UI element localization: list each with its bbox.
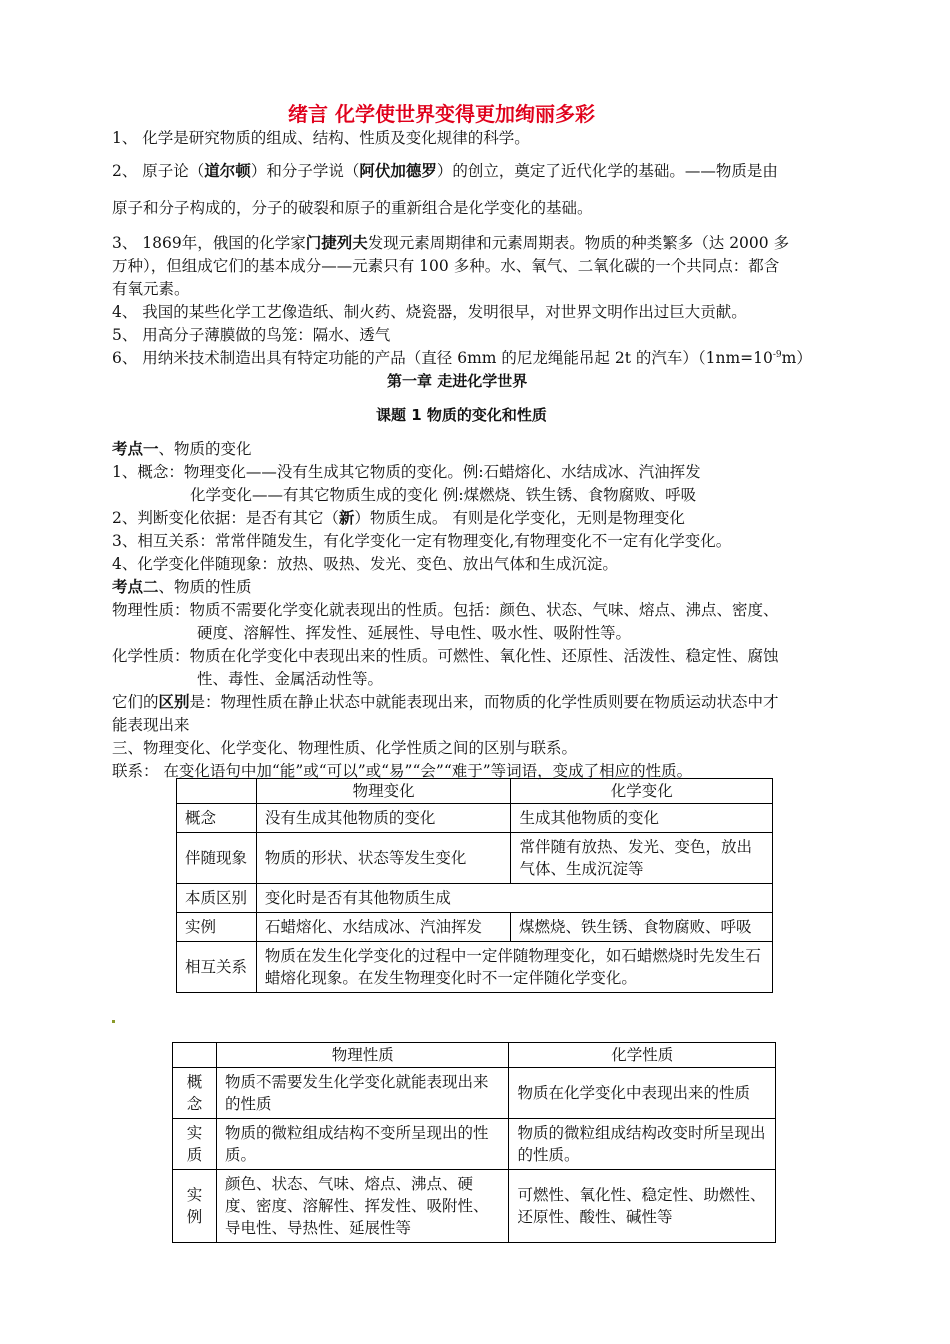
- property-comparison-table: [172, 1042, 776, 1243]
- table-cell: 没有生成其他物质的变化: [256, 804, 511, 833]
- difference-line-1: [112, 691, 779, 713]
- text-span: 2、 原子论（: [112, 162, 205, 180]
- table-cell: 物质的微粒组成结构改变时所呈现出的性质。: [509, 1119, 776, 1170]
- table-header: 物理变化: [256, 779, 511, 804]
- table-row: [173, 1170, 776, 1243]
- text-span: 、物质的变化: [158, 440, 252, 458]
- intro-item-2-cont: 原子和分子构成的，分子的破裂和原子的重新组合是化学变化的基础。: [112, 199, 593, 217]
- text-span: 发现元素周期律和元素周期表。物质的种类繁多（达 2000 多: [367, 234, 790, 252]
- kd1-label: 考点一: [112, 440, 159, 458]
- text-span: ）和分子学说（: [250, 162, 360, 180]
- change-comparison-table: [176, 778, 773, 993]
- intro-item-5: 5、 用高分子薄膜做的鸟笼：隔水、透气: [112, 326, 391, 344]
- emphasis-new: 新: [338, 509, 355, 527]
- kd2-heading: [112, 576, 252, 598]
- table-header: 化学变化: [511, 779, 773, 804]
- phys-prop-line-2: 硬度、溶解性、挥发性、延展性、导电性、吸水性、吸附性等。: [197, 624, 632, 642]
- table-header-row: [177, 779, 773, 804]
- row-label: 相互关系: [177, 942, 257, 993]
- text-span: 6、 用纳米技术制造出具有特定功能的产品（直径 6mm 的尼龙绳能吊起 2t 的汽车）（1nm=10: [112, 349, 773, 367]
- emphasis-daerdun: 道尔顿: [204, 162, 251, 180]
- kd1-line-4: 3、相互关系：常常伴随发生，有化学变化一定有物理变化,有物理变化不一定有化学变化。: [112, 532, 732, 550]
- kd2-label: 考点二: [112, 578, 159, 596]
- text-span: 它们的: [112, 693, 159, 711]
- table-cell: 物质在发生化学变化的过程中一定伴随物理变化，如石蜡燃烧时先发生石蜡熔化现象。在发生物理变化时不一定伴随化学变化。: [256, 942, 772, 993]
- emphasis-difference: 区别: [158, 693, 190, 711]
- table-cell: 物质不需要发生化学变化就能表现出来的性质: [216, 1068, 508, 1119]
- phys-prop-line-1: 物理性质：物质不需要化学变化就表现出的性质。包括：颜色、状态、气味、熔点、沸点、密度、: [112, 601, 779, 619]
- table-row: [177, 913, 773, 942]
- section-three: 三、物理变化、化学变化、物理性质、化学性质之间的区别与联系。: [112, 739, 578, 757]
- row-label: 实例: [177, 913, 257, 941]
- text-span: 是：物理性质在静止状态中就能表现出来，而物质的化学性质则要在物质运动状态中才: [189, 693, 779, 711]
- table-cell: 煤燃烧、铁生锈、食物腐败、呼吸: [519, 918, 752, 936]
- row-label: 概念: [173, 1068, 217, 1119]
- table-row: [173, 1068, 776, 1119]
- table-row: [177, 884, 773, 913]
- row-label: 实例: [173, 1170, 217, 1243]
- chem-prop-line-1: 化学性质：物质在化学变化中表现出来的性质。可燃性、氧化性、还原性、活泼性、稳定性、腐蚀: [112, 647, 779, 665]
- text-span: ）物质生成。 有则是化学变化，无则是物理变化: [354, 509, 685, 527]
- text-span: 3、 1869年，俄国的化学家: [112, 234, 306, 252]
- table-cell: 物质的形状、状态等发生变化: [256, 833, 511, 884]
- table-row: [173, 1119, 776, 1170]
- intro-item-3-cont: 万种），但组成它们的基本成分——元素只有 100 多种。水、氧气、二氧化碳的一个共同点：都含: [112, 257, 780, 275]
- chem-prop-line-2: 性、毒性、金属活动性等。: [197, 670, 384, 688]
- table-cell: 变化时是否有其他物质生成: [256, 884, 772, 913]
- kd1-heading: [112, 438, 252, 460]
- table-cell: 常伴随有放热、发光、变色，放出气体、生成沉淀等: [511, 833, 773, 884]
- intro-item-3: [112, 232, 789, 254]
- intro-item-2: [112, 160, 778, 182]
- row-label: 伴随现象: [177, 833, 257, 884]
- intro-item-3-cont2: 有氧元素。: [112, 280, 190, 298]
- row-label: 概念: [177, 804, 257, 833]
- table-row: [177, 804, 773, 833]
- stray-mark: [112, 1020, 115, 1023]
- text-span: 2、判断变化依据：是否有其它（: [112, 509, 339, 527]
- text-span: 、物质的性质: [158, 578, 252, 596]
- table-cell: 物质在化学变化中表现出来的性质: [509, 1068, 776, 1119]
- intro-item-6: [112, 347, 812, 369]
- intro-item-4: 4、 我国的某些化学工艺像造纸、制火药、烧瓷器，发明很早，对世界文明作出过巨大贡献。: [112, 303, 747, 321]
- table-cell: [173, 1043, 217, 1068]
- chapter-title: 第一章 走进化学世界: [387, 372, 528, 390]
- text-span: ）的创立，奠定了近代化学的基础。——物质是由: [436, 162, 778, 180]
- kd1-line-5: 4、化学变化伴随现象：放热、吸热、发光、变色、放出气体和生成沉淀。: [112, 555, 618, 573]
- difference-line-2: 能表现出来: [112, 716, 190, 734]
- kd1-line-2: 化学变化——有其它物质生成的变化 例:煤燃烧、铁生锈、食物腐败、呼吸: [190, 486, 697, 504]
- table-row: [177, 833, 773, 884]
- table-cell: 生成其他物质的变化: [511, 804, 773, 833]
- intro-item-1: 1、 化学是研究物质的组成、结构、性质及变化规律的科学。: [112, 129, 530, 147]
- row-label: 本质区别: [177, 884, 257, 913]
- table-split-cell: [177, 913, 773, 942]
- table-header: 物理性质: [216, 1043, 508, 1068]
- emphasis-afujiadeluo: 阿伏加德罗: [359, 162, 437, 180]
- table-cell: [177, 779, 257, 804]
- row-label: 实质: [173, 1119, 217, 1170]
- table-row: [177, 942, 773, 993]
- emphasis-menjieliefu: 门捷列夫: [305, 234, 368, 252]
- link-line: 联系： 在变化语句中加“能”或“可以”或“易”“会”“难于”等词语，变成了相应的性质。: [112, 762, 693, 780]
- lesson-title: 课题 1 物质的变化和性质: [376, 406, 547, 424]
- table-cell: 物质的微粒组成结构不变所呈现出的性质。: [216, 1119, 508, 1170]
- page-title: 绪言 化学使世界变得更加绚丽多彩: [288, 102, 595, 126]
- table-cell: 石蜡熔化、水结成冰、汽油挥发: [257, 913, 511, 941]
- text-span: m）: [781, 349, 812, 367]
- kd1-line-3: [112, 507, 685, 529]
- table-header-row: [173, 1043, 776, 1068]
- table-cell: 可燃性、氧化性、稳定性、助燃性、还原性、酸性、碱性等: [509, 1170, 776, 1243]
- table-header: 化学性质: [509, 1043, 776, 1068]
- kd1-line-1: 1、概念：物理变化——没有生成其它物质的变化。例:石蜡熔化、水结成冰、汽油挥发: [112, 463, 701, 481]
- table-cell: 颜色、状态、气味、熔点、沸点、硬度、密度、溶解性、挥发性、吸附性、导电性、导热性、延展性等: [216, 1170, 508, 1243]
- superscript: -9: [772, 349, 782, 360]
